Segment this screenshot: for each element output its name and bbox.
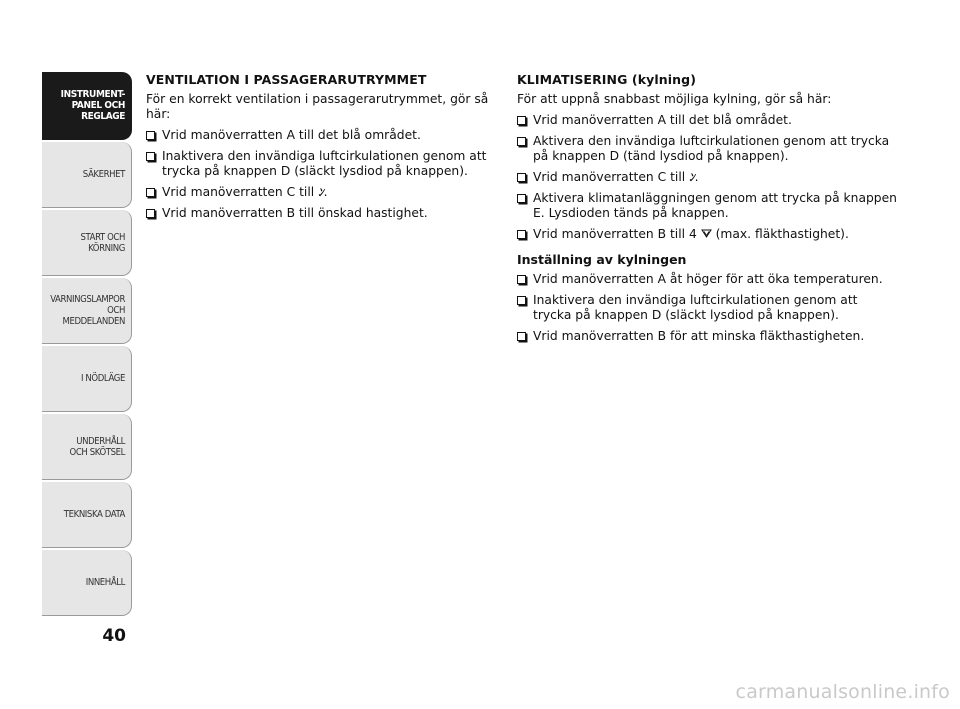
checkbox-bullet-icon bbox=[517, 116, 526, 125]
tab-instrumentpanel[interactable] bbox=[42, 72, 132, 140]
page-number: 40 bbox=[102, 626, 126, 646]
tab-label: VARNINGSLAMPOR OCH MEDDELANDEN bbox=[50, 294, 125, 327]
tab-label: START OCH KÖRNING bbox=[80, 231, 125, 254]
list-item-text: Vrid manöverratten B till 4 bbox=[533, 227, 701, 241]
tab-label: INNEHÅLL bbox=[85, 577, 125, 588]
list-item-text: Aktivera den invändiga luftcirkulationen genom att trycka på knappen D (tänd lysdiod på knappen). bbox=[533, 134, 890, 163]
checkbox-bullet-icon bbox=[517, 194, 526, 203]
list-item-text: Vrid manöverratten C till bbox=[162, 185, 319, 199]
face-vent-icon: ﾝ bbox=[318, 186, 324, 199]
fan-icon bbox=[701, 229, 712, 239]
subsection-heading: Inställning av kylningen bbox=[517, 252, 687, 267]
list-item-text: Inaktivera den invändiga luftcirkulationen genom att trycka på knappen D (släckt lysdiod på knappen). bbox=[162, 149, 487, 178]
checkbox-bullet-icon bbox=[146, 152, 155, 161]
tab-start-och-korning[interactable] bbox=[42, 210, 132, 276]
checkbox-bullet-icon bbox=[146, 188, 155, 197]
checkbox-bullet-icon bbox=[146, 209, 155, 218]
list-item bbox=[517, 227, 897, 242]
section-heading: VENTILATION I PASSAGERARUTRYMMET bbox=[146, 72, 427, 87]
tab-tekniska-data[interactable] bbox=[42, 482, 132, 548]
list-item bbox=[146, 185, 496, 200]
tab-i-nodlage[interactable] bbox=[42, 346, 132, 412]
section-heading: KLIMATISERING (kylning) bbox=[517, 72, 697, 87]
list-item-text: (max. fläkthastighet). bbox=[715, 227, 849, 241]
list-item bbox=[146, 149, 496, 179]
checkbox-bullet-icon bbox=[146, 131, 155, 140]
checkbox-bullet-icon bbox=[517, 173, 526, 182]
list-item bbox=[517, 272, 897, 287]
tab-label: TEKNISKA DATA bbox=[63, 509, 125, 520]
list-item bbox=[517, 170, 897, 185]
list-item-text: Aktivera klimatanläggningen genom att trycka på knappen E. Lysdioden tänds på knappen. bbox=[533, 191, 897, 220]
list-item-text: Inaktivera den invändiga luftcirkulationen genom att trycka på knappen D (släckt lysdiod på knappen). bbox=[533, 293, 858, 322]
list-item bbox=[517, 113, 897, 128]
list-item-text: Vrid manöverratten A åt höger för att öka temperaturen. bbox=[533, 272, 883, 286]
tab-label: SÄKERHET bbox=[82, 169, 125, 180]
list-item-text: Vrid manöverratten B till önskad hastighet. bbox=[162, 206, 428, 220]
face-vent-icon: ﾝ bbox=[689, 171, 695, 184]
tab-label: INSTRUMENT- PANEL OCH REGLAGE bbox=[60, 89, 125, 122]
period: . bbox=[323, 185, 328, 199]
tab-sakerhet[interactable] bbox=[42, 142, 132, 208]
checkbox-bullet-icon bbox=[517, 275, 526, 284]
list-item bbox=[517, 134, 897, 164]
checkbox-bullet-icon bbox=[517, 230, 526, 239]
intro-text: För en korrekt ventilation i passagerarutrymmet, gör så här: bbox=[146, 92, 489, 121]
list-item bbox=[146, 206, 496, 221]
watermark: carmanualsonline.info bbox=[735, 681, 950, 703]
list-item bbox=[517, 329, 897, 344]
tab-underhall[interactable] bbox=[42, 414, 132, 480]
tab-label: UNDERHÅLL OCH SKÖTSEL bbox=[69, 435, 125, 458]
ventilation-section bbox=[146, 72, 496, 227]
checkbox-bullet-icon bbox=[517, 332, 526, 341]
list-item bbox=[517, 191, 897, 221]
list-item-text: Vrid manöverratten C till bbox=[533, 170, 690, 184]
list-item bbox=[146, 128, 496, 143]
checkbox-bullet-icon bbox=[517, 296, 526, 305]
tab-innehall[interactable] bbox=[42, 550, 132, 616]
intro-text: För att uppnå snabbast möjliga kylning, gör så här: bbox=[517, 92, 832, 106]
list-item-text: Vrid manöverratten A till det blå området. bbox=[533, 113, 792, 127]
checkbox-bullet-icon bbox=[517, 137, 526, 146]
tab-varningslampor[interactable] bbox=[42, 278, 132, 344]
list-item-text: Vrid manöverratten B för att minska fläkthastigheten. bbox=[533, 329, 865, 343]
tab-label: I NÖDLÄGE bbox=[80, 373, 125, 384]
list-item bbox=[517, 293, 897, 323]
list-item-text: Vrid manöverratten A till det blå området. bbox=[162, 128, 421, 142]
period: . bbox=[694, 170, 699, 184]
klimatisering-section bbox=[517, 72, 897, 350]
